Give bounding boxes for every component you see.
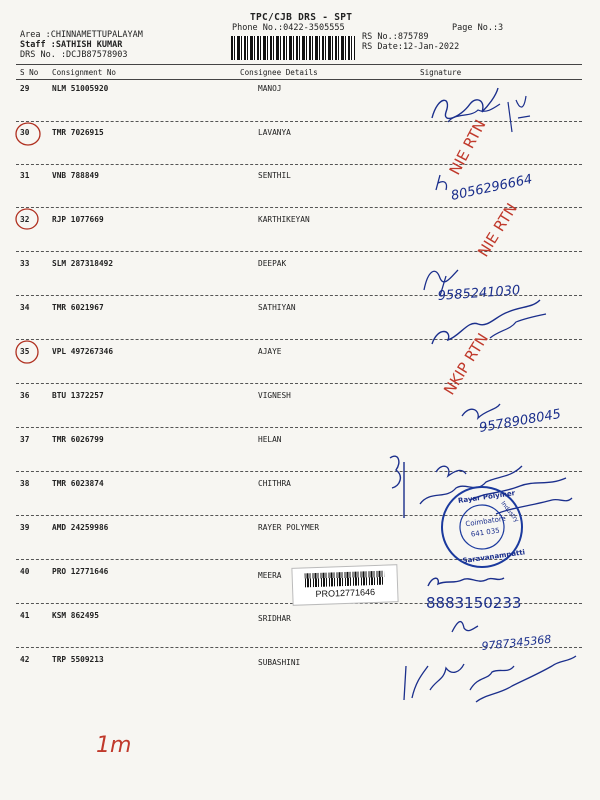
row-sno: 39	[20, 523, 30, 532]
signature-scribble	[436, 175, 447, 190]
row-consignment: KSM 862495	[52, 611, 99, 620]
row-consignment: TRP 5509213	[52, 655, 104, 664]
phone-note-31: 8056296664	[449, 172, 534, 204]
phone-note-33: 9585241030	[437, 283, 521, 304]
row-sno: 38	[20, 479, 30, 488]
row-sno: 35	[20, 347, 30, 356]
row-sno: 42	[20, 655, 30, 664]
signature-scribble	[462, 404, 500, 418]
signature-scribble	[470, 656, 576, 702]
row-consignee: SATHIYAN	[258, 303, 296, 312]
row-consignment: SLM 287318492	[52, 259, 114, 268]
company-stamp	[437, 482, 527, 572]
row-consignment: TMR 6021967	[52, 303, 104, 312]
circle-mark-35	[16, 341, 38, 363]
col-signature: Signature	[420, 68, 462, 77]
nie-rtn-note: NIE RTN	[445, 116, 490, 178]
signature-scribble	[404, 664, 464, 700]
nkip-rtn-note: NKIP RTN	[440, 330, 492, 399]
signature-scribble	[428, 578, 504, 586]
bottom-mark: 1m	[96, 733, 132, 758]
col-consignment: Consignment No	[52, 68, 117, 77]
row-consignment: PRO 12771646	[52, 567, 109, 576]
row-consignment: TMR 6026799	[52, 435, 104, 444]
phone-number: Phone No.:0422-3505555	[232, 23, 345, 33]
signature-scribble	[452, 622, 478, 632]
row-sno: 41	[20, 611, 30, 620]
row-sno: 29	[20, 84, 30, 93]
stamp-city: Coimbatore	[464, 514, 507, 529]
drs-number: DRS No. :DCJB87578903	[20, 50, 128, 60]
row-sno: 34	[20, 303, 30, 312]
row-consignment: TMR 7026915	[52, 128, 104, 137]
col-consignee: Consignee Details	[240, 68, 318, 77]
staff-field: Staff :SATHISH KUMAR	[20, 40, 123, 50]
row-consignee: KARTHIKEYAN	[258, 215, 310, 224]
row-sno: 31	[20, 171, 30, 180]
row-consignee: CHITHRA	[258, 479, 291, 488]
row-consignee: HELAN	[258, 435, 282, 444]
barcode-label: PRO12771646	[315, 586, 376, 600]
col-sno: S No	[20, 68, 39, 77]
row-sno: 40	[20, 567, 30, 576]
rs-date: RS Date:12-Jan-2022	[362, 42, 460, 52]
row-sno: 32	[20, 215, 30, 224]
row-sno: 37	[20, 435, 30, 444]
row-consignment: VPL 497267346	[52, 347, 114, 356]
row-consignee: MANOJ	[258, 84, 282, 93]
stamp-right-text: Industry	[499, 500, 521, 524]
page-number: Page No.:3	[452, 23, 504, 33]
stamp-bottom-text: Saravanampatti	[461, 548, 526, 565]
rs-number: RS No.:875789	[362, 32, 429, 42]
row-consignee: SUBASHINI	[258, 658, 301, 667]
row-consignment: BTU 1372257	[52, 391, 104, 400]
stamp-pin: 641 035	[470, 526, 501, 539]
signature-scribble	[432, 88, 498, 118]
row-consignee: MEERA	[258, 571, 282, 580]
row-consignment: AMD 24259986	[52, 523, 109, 532]
document-title: TPC/CJB DRS - SPT	[250, 12, 353, 23]
row-consignment: NLM 51005920	[52, 84, 109, 93]
row-consignee: VIGNESH	[258, 391, 291, 400]
circle-mark-30	[16, 123, 40, 145]
phone-note-41: 9787345368	[480, 632, 552, 653]
row-consignee: RAYER POLYMER	[258, 523, 320, 532]
phone-note-40: 8883150233	[426, 594, 522, 612]
row-consignee: SRIDHAR	[258, 614, 291, 623]
nie-rtn-note: NIE RTN	[474, 200, 521, 261]
signature-scribble	[508, 96, 530, 132]
row-consignee: AJAYE	[258, 347, 282, 356]
row-consignment: TMR 6023874	[52, 479, 104, 488]
circle-mark-32	[16, 209, 38, 229]
row-consignee: LAVANYA	[258, 128, 291, 137]
row-consignment: VNB 788849	[52, 171, 99, 180]
bracket-mark	[390, 456, 404, 518]
phone-note-36: 9578908045	[478, 406, 563, 436]
area-field: Area :CHINNAMETTUPALAYAM	[20, 30, 143, 40]
row-sno: 33	[20, 259, 30, 268]
row-consignee: SENTHIL	[258, 171, 291, 180]
row-consignment: RJP 1077669	[52, 215, 104, 224]
stamp-top-text: Rayar Polymer	[457, 489, 516, 506]
row-sno: 36	[20, 391, 30, 400]
row-sno: 30	[20, 128, 30, 137]
row-consignee: DEEPAK	[258, 259, 287, 268]
